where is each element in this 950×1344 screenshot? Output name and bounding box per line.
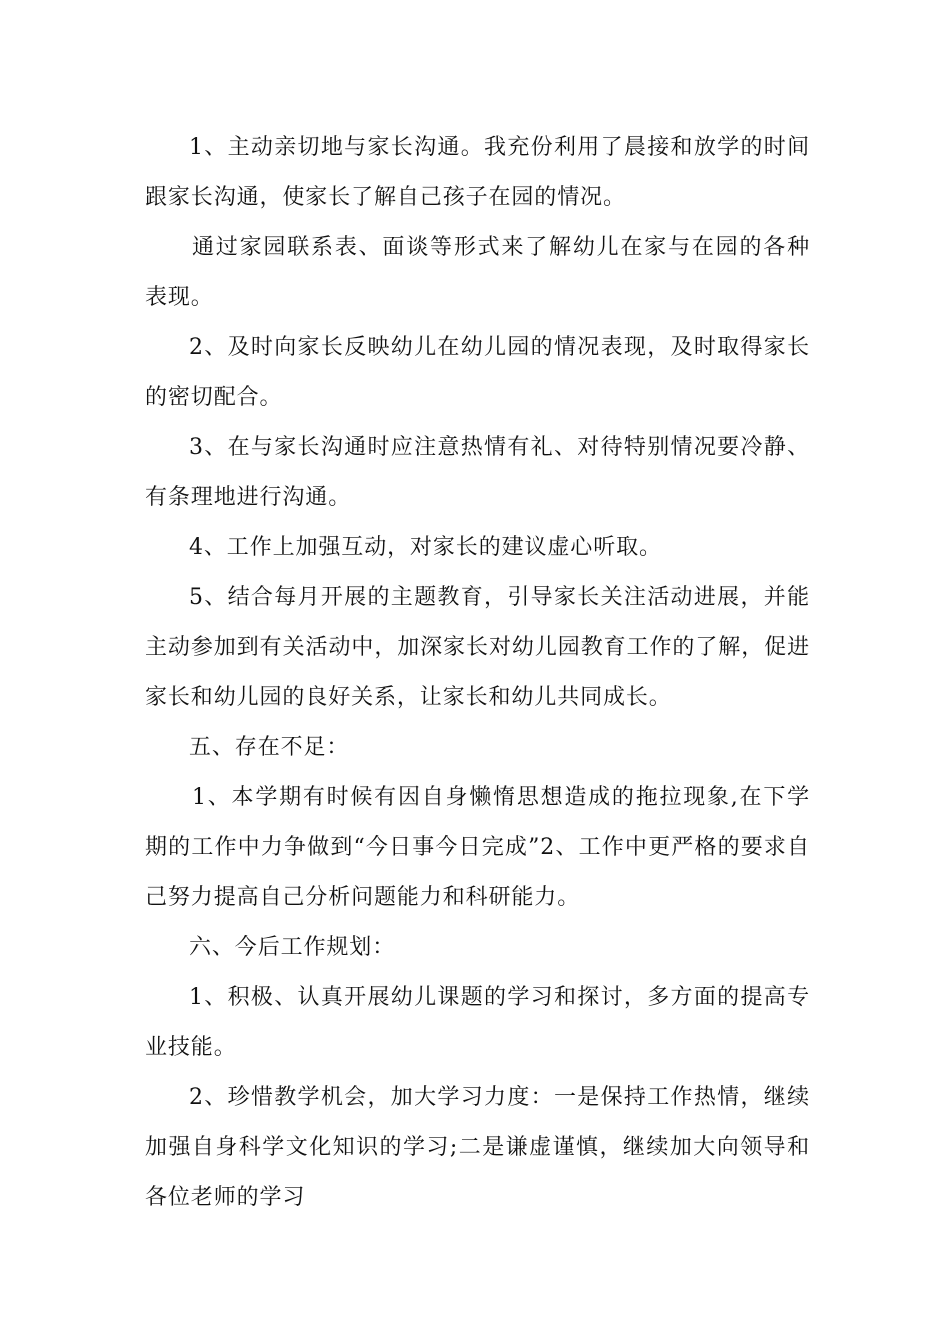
document-body: [145, 123, 810, 1223]
section-heading-shortcomings: 五、存在不足：: [189, 735, 350, 760]
paragraph-contact-forms: 通过家园联系表、面谈等形式来了解幼儿在家与在园的各种表现。: [145, 235, 810, 310]
paragraph-shortcomings: 1、本学期有时候有因自身懒惰思想造成的拖拉现象,在下学期的工作中力争做到“今日事今日完成”2、工作中更严格的要求自己努力提高自己分析问题能力和科研能力。: [145, 785, 810, 910]
paragraph-parent-communication: 1、主动亲切地与家长沟通。我充份利用了晨接和放学的时间跟家长沟通，使家长了解自己孩子在园的情况。: [145, 135, 810, 210]
paragraph-courteous-communication: 3、在与家长沟通时应注意热情有礼、对待特别情况要冷静、有条理地进行沟通。: [145, 435, 810, 510]
paragraph-research-study: 1、积极、认真开展幼儿课题的学习和探讨，多方面的提高专业技能。: [145, 985, 810, 1060]
paragraph-theme-education: 5、结合每月开展的主题教育，引导家长关注活动进展，并能主动参加到有关活动中，加深家长对幼儿园教育工作的了解，促进家长和幼儿园的良好关系，让家长和幼儿共同成长。: [145, 585, 810, 710]
paragraph-learning-opportunities: 2、珍惜教学机会，加大学习力度：一是保持工作热情，继续加强自身科学文化知识的学习;二是谦虚谨慎，继续加大向领导和各位老师的学习: [145, 1085, 810, 1210]
section-heading-future-plans: 六、今后工作规划：: [189, 935, 396, 960]
paragraph-interaction: 4、工作上加强互动，对家长的建议虚心听取。: [189, 535, 662, 560]
paragraph-timely-feedback: 2、及时向家长反映幼儿在幼儿园的情况表现，及时取得家长的密切配合。: [145, 335, 810, 410]
